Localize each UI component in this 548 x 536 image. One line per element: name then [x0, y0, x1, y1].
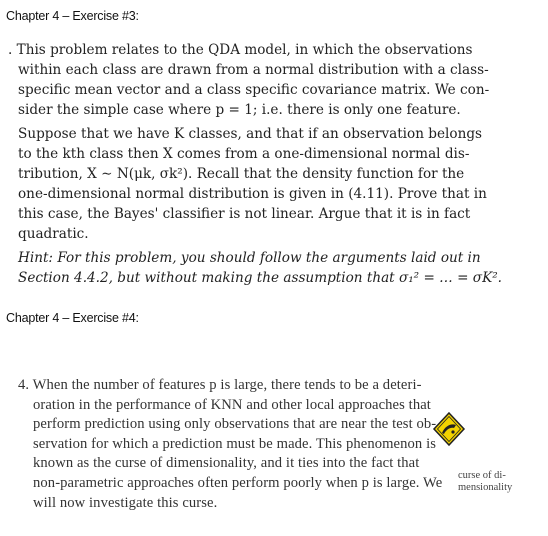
text-line: known as the curse of dimensionality, and it ties into the fact that — [33, 455, 420, 472]
text-line: . This problem relates to the QDA model, in which the observations — [8, 42, 473, 58]
margin-note-line: mensionality — [458, 482, 513, 493]
caution-sign-icon — [432, 411, 466, 447]
text-line: to the kth class then X comes from a one-dimensional normal dis- — [18, 146, 470, 162]
exercise-4-heading: Chapter 4 – Exercise #4: — [6, 311, 139, 325]
text-line: Suppose that we have K classes, and that if an observation belongs — [18, 126, 483, 142]
text-line: perform prediction using only observations that are near the test ob- — [33, 416, 437, 433]
text-line: oration in the performance of KNN and other local approaches that — [33, 396, 431, 413]
text-line: Hint: For this problem, you should follow the arguments laid out in — [18, 250, 481, 266]
margin-note — [458, 470, 512, 494]
text-line: Section 4.4.2, but without making the assumption that σ₁² = … = σK². — [18, 270, 502, 286]
exercise-3-intro-paragraph — [8, 40, 490, 120]
text-line: quadratic. — [18, 226, 89, 242]
text-line: 4. When the number of features p is large, there tends to be a deteri- — [18, 377, 422, 393]
exercise-3-hint — [18, 248, 502, 288]
text-line: will now investigate this curse. — [33, 494, 218, 511]
text-line: sider the simple case where p = 1; i.e. there is only one feature. — [18, 102, 461, 118]
margin-note-line: curse of di- — [458, 470, 506, 481]
exercise-3-body-paragraph — [18, 124, 486, 244]
text-line: this case, the Bayes' classifier is not linear. Argue that it is in fact — [18, 206, 471, 222]
text-line: non-parametric approaches often perform poorly when p is large. We — [33, 474, 443, 491]
text-line: specific mean vector and a class specific covariance matrix. We con- — [18, 82, 490, 98]
text-line: one-dimensional normal distribution is given in (4.11). Prove that in — [18, 186, 487, 202]
text-line: tribution, X ∼ N(μk, σk²). Recall that the density function for the — [18, 166, 465, 182]
text-line: servation for which a prediction must be made. This phenomenon is — [33, 435, 437, 452]
text-line: within each class are drawn from a normal distribution with a class- — [18, 62, 489, 78]
exercise-4-paragraph — [18, 376, 458, 513]
exercise-3-heading: Chapter 4 – Exercise #3: — [6, 9, 139, 23]
